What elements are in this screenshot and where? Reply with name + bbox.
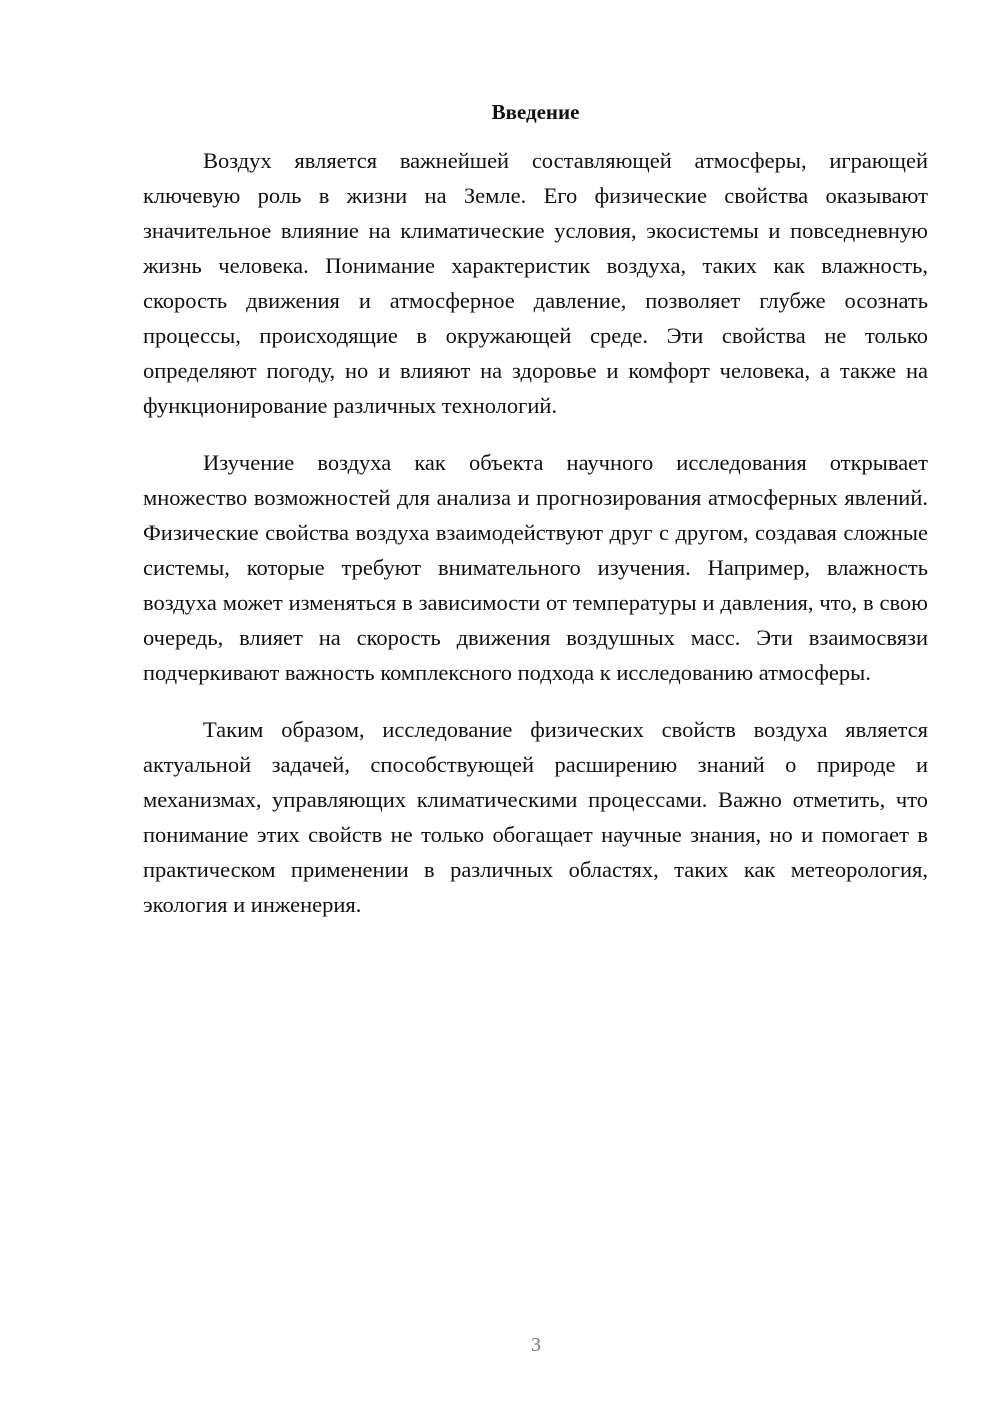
section-title: Введение bbox=[491, 100, 580, 124]
document-body bbox=[143, 143, 928, 944]
page-number: 3 bbox=[531, 1334, 541, 1356]
paragraph-2: Изучение воздуха как объекта научного исследования открывает множество возможностей для анализа и прогнозирования атмосферных явлений. Физические свойства воздуха взаимодействуют друг с другом, создавая сложные системы, которые требуют внимательного изучения. Например, влажность воздуха может изменяться в зависимости от температуры и давления, что, в свою очередь, влияет на скорость движения воздушных масс. Эти взаимосвязи подчеркивают важность комплексного подхода к исследованию атмосферы. bbox=[143, 450, 928, 685]
paragraph-1: Воздух является важнейшей составляющей атмосферы, играющей ключевую роль в жизни на Земле. Его физические свойства оказывают значительное влияние на климатические условия, экосистемы и повседневную жизнь человека. Понимание характеристик воздуха, таких как влажность, скорость движения и атмосферное давление, позволяет глубже осознать процессы, происходящие в окружающей среде. Эти свойства не только определяют погоду, но и влияют на здоровье и комфорт человека, а также на функционирование различных технологий. bbox=[143, 148, 928, 418]
paragraph-3: Таким образом, исследование физических свойств воздуха является актуальной задачей, способствующей расширению знаний о природе и механизмах, управляющих климатическими процессами. Важно отметить, что понимание этих свойств не только обогащает научные знания, но и помогает в практическом применении в различных областях, таких как метеорология, экология и инженерия. bbox=[143, 717, 928, 917]
